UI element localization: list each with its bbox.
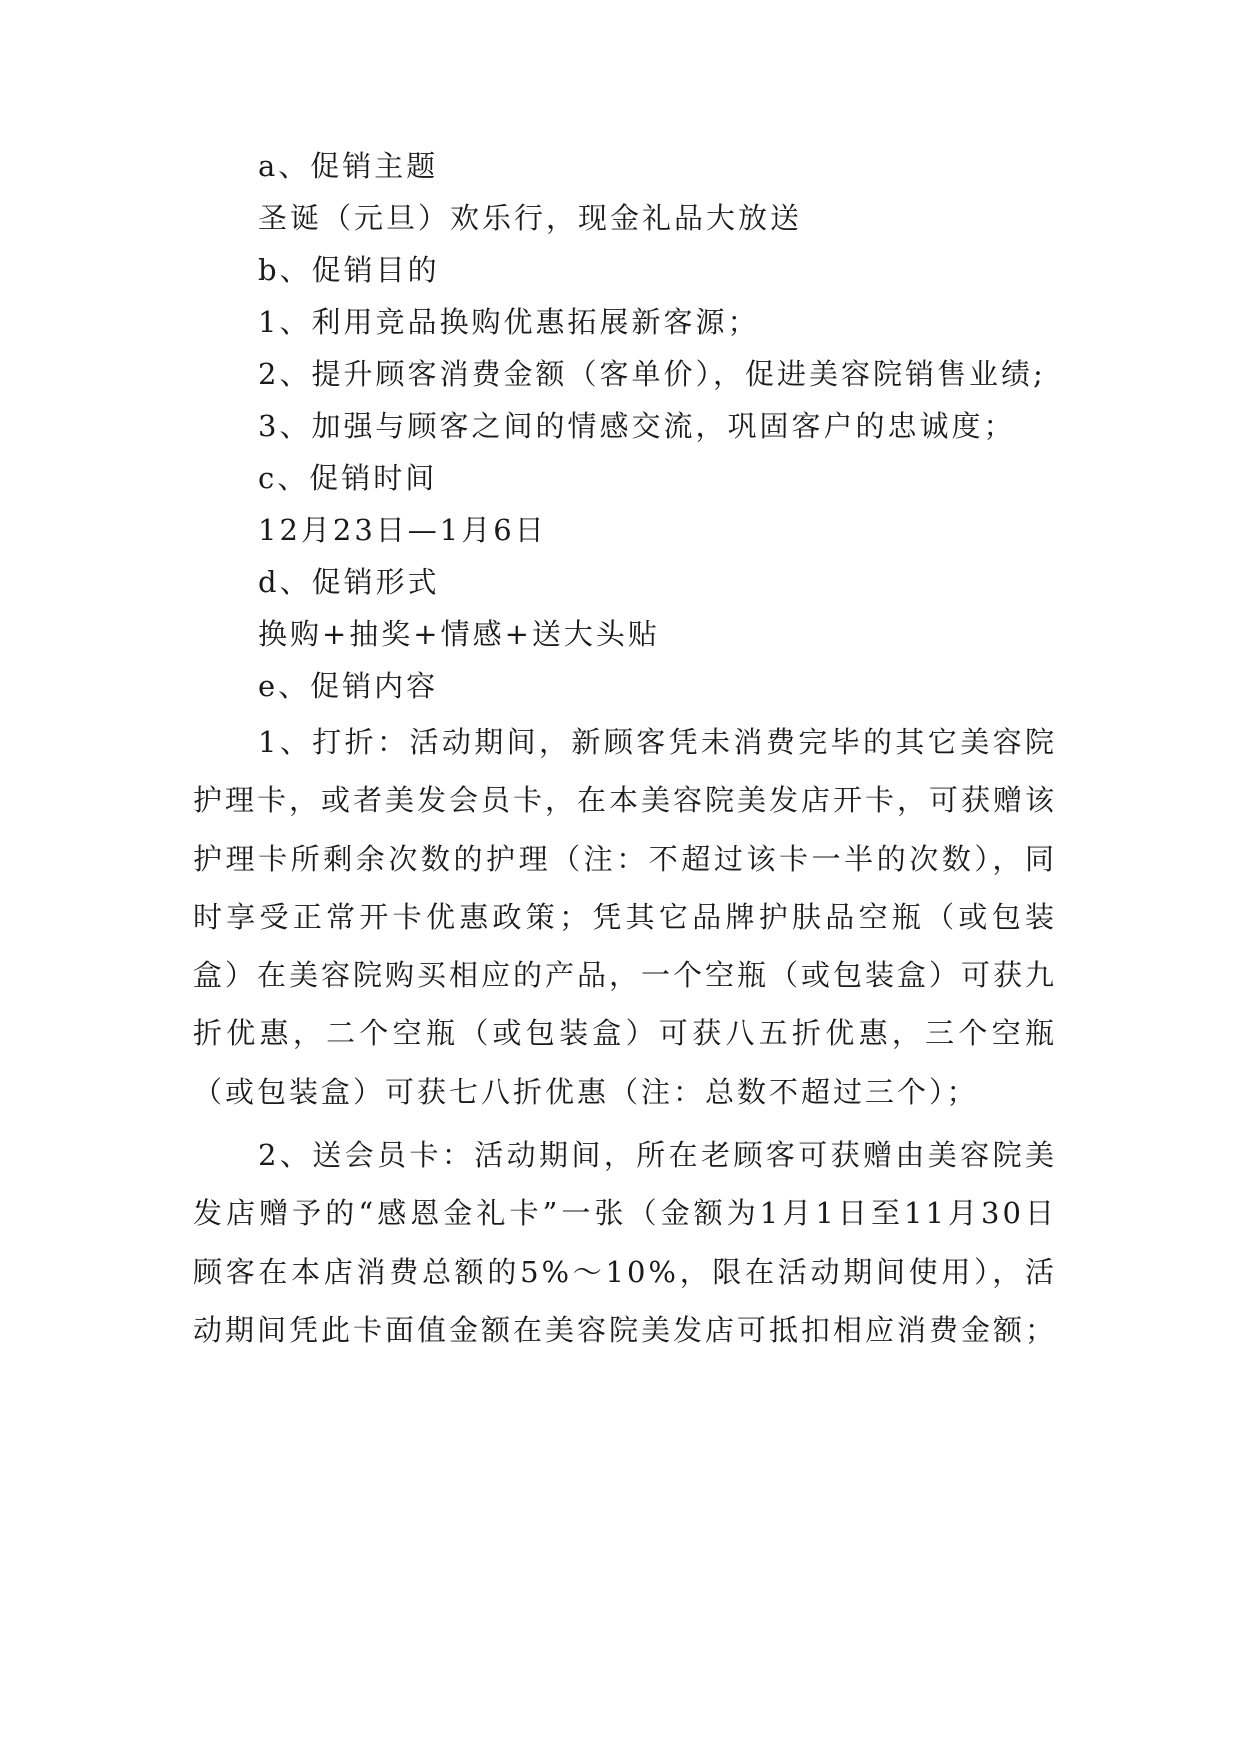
time-text: 12月23日—1月6日 (258, 513, 547, 547)
section-heading-time: c、促销时间 (258, 461, 438, 495)
theme-text: 圣诞（元旦）欢乐行，现金礼品大放送 (258, 201, 803, 235)
section-heading-purpose: b、促销目的 (258, 253, 440, 287)
content-paragraph-discount: 1、打折：活动期间，新顾客凭未消费完毕的其它美容院护理卡，或者美发会员卡，在本美容院美发店开卡，可获赠该护理卡所剩余次数的护理（注：不超过该卡一半的次数），同时享受正常开卡优惠政策；凭其它品牌护肤品空瓶（或包装盒）在美容院购买相应的产品，一个空瓶（或包装盒）可获九折优惠，二个空瓶（或包装盒）可获八五折优惠，三个空瓶（或包装盒）可获七八折优惠（注：总数不超过三个）； (193, 725, 1058, 1109)
section-heading-theme: a、促销主题 (258, 149, 439, 183)
section-heading-form: d、促销形式 (258, 565, 440, 599)
purpose-item-1: 1、利用竞品换购优惠拓展新客源； (258, 305, 760, 339)
purpose-item-3: 3、加强与顾客之间的情感交流，巩固客户的忠诚度； (258, 409, 1016, 443)
section-heading-content: e、促销内容 (258, 669, 439, 703)
form-text: 换购+抽奖+情感+送大头贴 (258, 617, 660, 651)
purpose-item-2: 2、提升顾客消费金额（客单价），促进美容院销售业绩; (258, 357, 1046, 391)
content-paragraph-membership: 2、送会员卡：活动期间，所在老顾客可获赠由美容院美发店赠予的“感恩金礼卡”一张（金额为1月1日至11月30日顾客在本店消费总额的5%～10%，限在活动期间使用），活动期间凭此卡面值金额在美容院美发店可抵扣相应消费金额； (193, 1138, 1058, 1347)
